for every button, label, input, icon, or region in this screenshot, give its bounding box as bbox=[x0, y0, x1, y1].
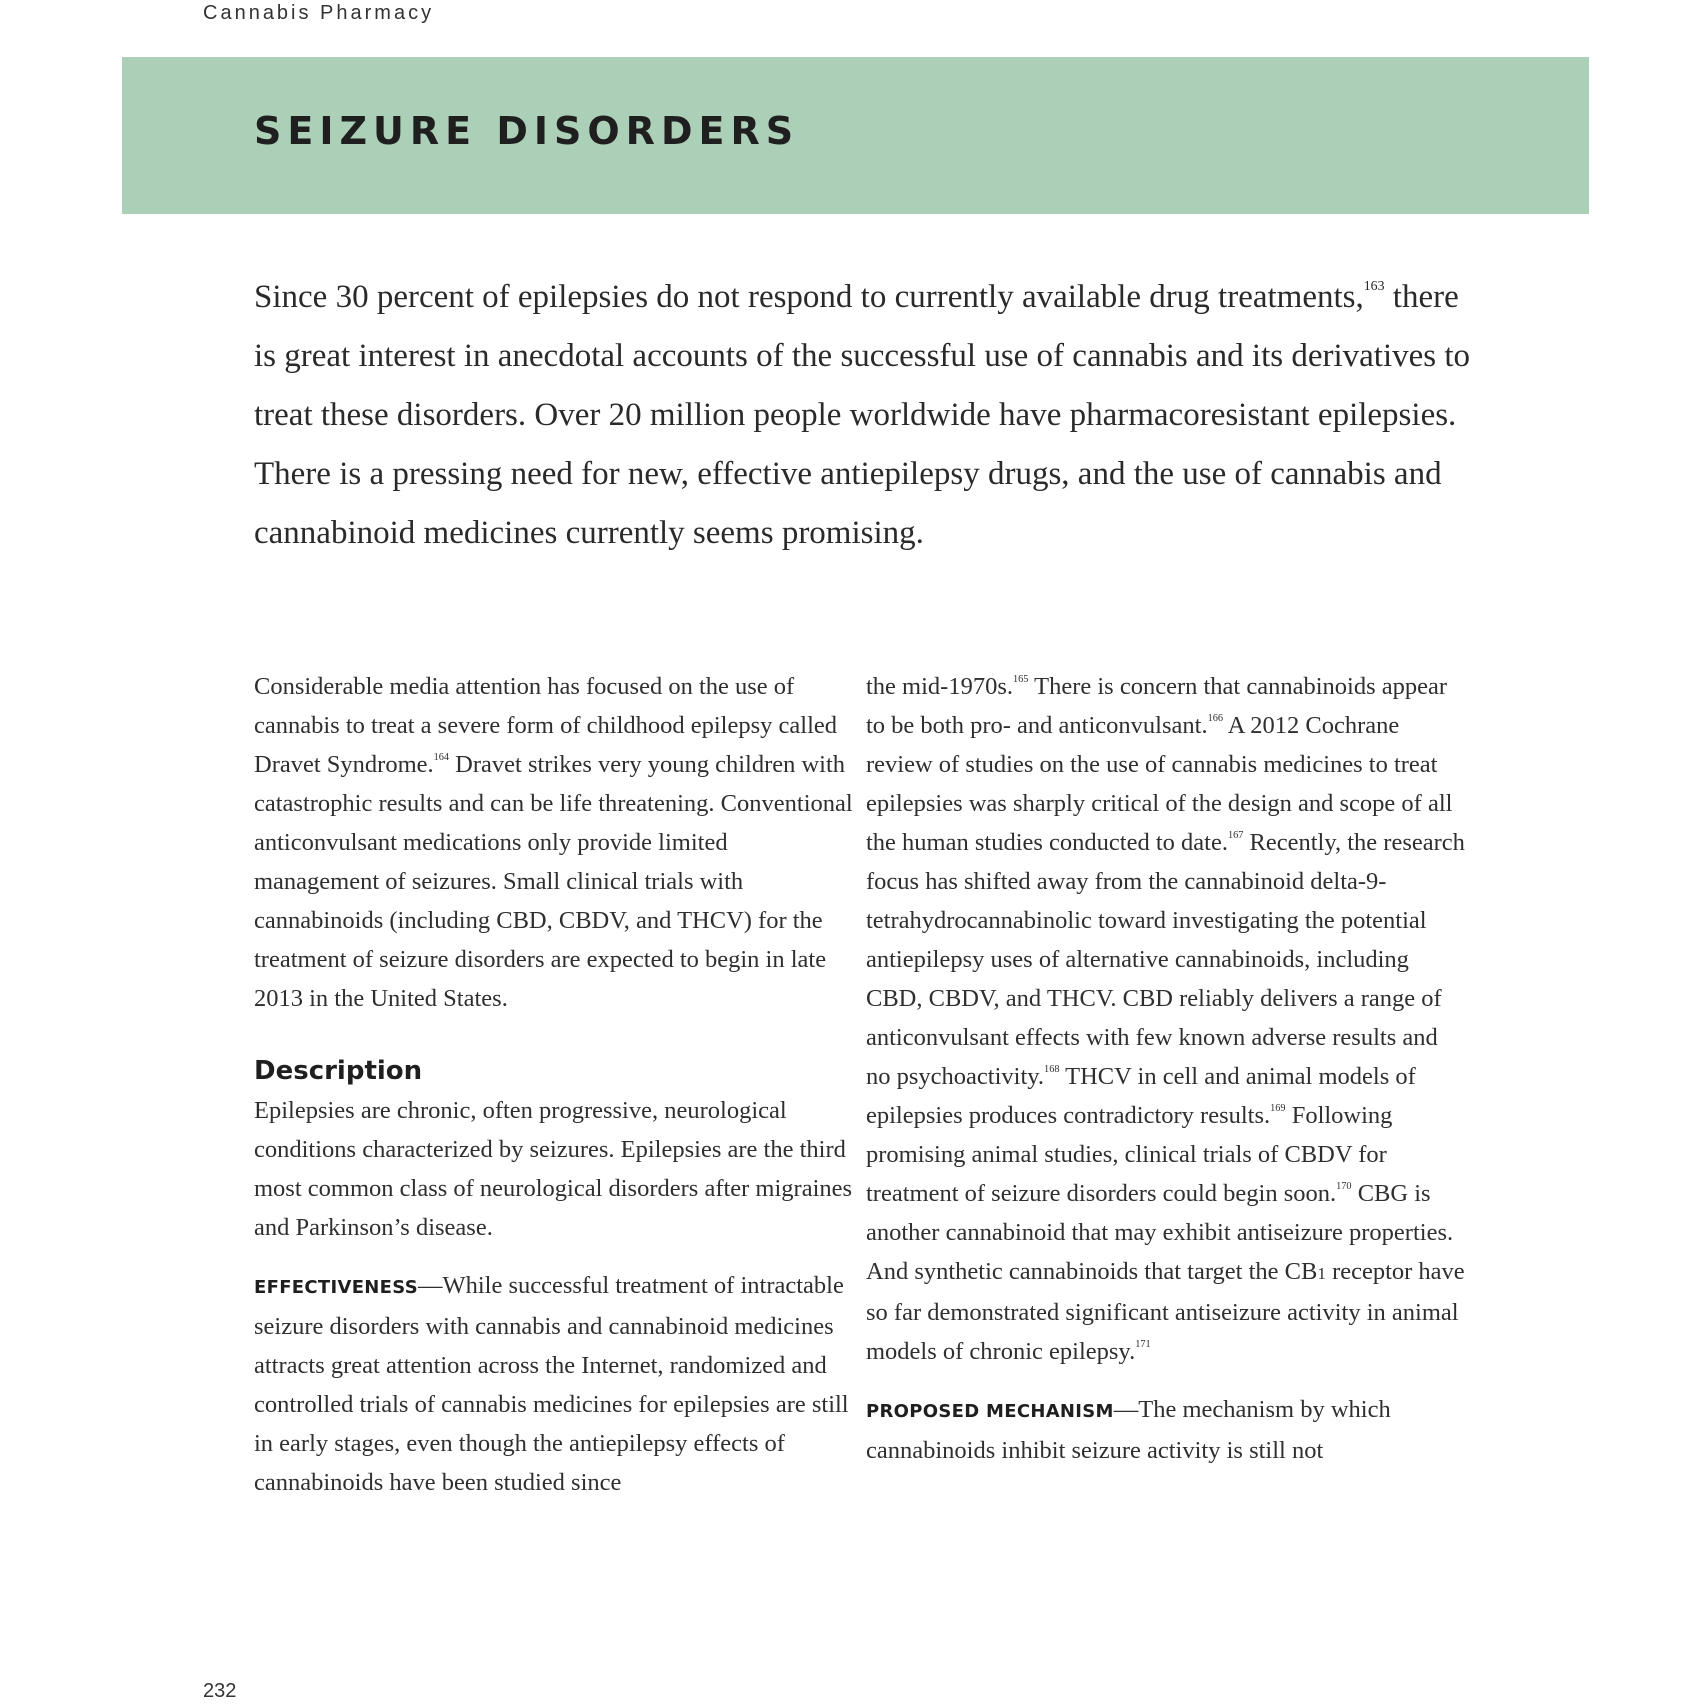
chapter-banner bbox=[122, 57, 1589, 214]
body-text: THCV in cell and animal models of epilepsies produces contradictory results. bbox=[866, 1063, 1416, 1129]
page-number: 232 bbox=[203, 1680, 237, 1702]
footnote-ref: 163 bbox=[1363, 278, 1385, 294]
chapter-title: SEIZURE DISORDERS bbox=[254, 109, 800, 153]
mechanism-label: PROPOSED MECHANISM bbox=[866, 1401, 1114, 1422]
body-text: Following promising animal studies, clinical trials of CBDV for treatment of seizure disorders could begin soon. bbox=[866, 1102, 1393, 1207]
intro-text: Since 30 percent of epilepsies do not respond to currently available drug treatments, bbox=[254, 279, 1364, 315]
left-column bbox=[254, 667, 854, 1502]
footnote-ref: 164 bbox=[433, 751, 450, 763]
running-head: Cannabis Pharmacy bbox=[203, 2, 435, 24]
body-text: Dravet strikes very young children with catastrophic results and can be life threatening. Conventional anticonvulsant medications only provide limited management of seizures. Small clinical trials with cannabinoids (including CBD, CBDV, and THCV) for the treatment of seizure disorders are expected to begin in late 2013 in the United States. bbox=[254, 751, 853, 1012]
body-text: A 2012 Cochrane review of studies on the use of cannabis medicines to treat epilepsies was sharply critical of the design and scope of all the human studies conducted to date. bbox=[866, 712, 1453, 856]
effectiveness-label: EFFECTIVENESS bbox=[254, 1277, 418, 1298]
footnote-ref: 165 bbox=[1013, 673, 1029, 685]
footnote-ref: 167 bbox=[1227, 829, 1244, 841]
footnote-ref: 169 bbox=[1270, 1102, 1286, 1114]
effectiveness-paragraph bbox=[254, 1266, 854, 1502]
intro-text: there is great interest in anecdotal accounts of the successful use of cannabis and its derivatives to treat these disorders. Over 20 million people worldwide have pharmacoresistant epilepsies. There is a pressing need for new, effective antiepilepsy drugs, and the use of cannabis and cannabinoid medicines currently seems promising. bbox=[254, 279, 1471, 551]
description-paragraph: Epilepsies are chronic, often progressive, neurological conditions characterized by seizures. Epilepsies are the third most common class of neurological disorders after migraines and Parkinson’s disease. bbox=[254, 1097, 853, 1241]
footnote-ref: 171 bbox=[1135, 1338, 1151, 1350]
intro-paragraph bbox=[254, 268, 1474, 563]
body-paragraph bbox=[254, 667, 854, 1018]
section-heading-description: Description bbox=[254, 1056, 423, 1086]
body-paragraph bbox=[866, 667, 1466, 1371]
footnote-ref: 168 bbox=[1044, 1063, 1060, 1075]
effectiveness-text: —While successful treatment of intractable seizure disorders with cannabis and cannabinoid medicines attracts great attention across the Internet, randomized and controlled trials of cannabis medicines for epilepsies are still in early stages, even though the antiepilepsy effects of cannabinoids have been studied since bbox=[254, 1272, 849, 1496]
body-text: CBG is another cannabinoid that may exhibit antiseizure properties. And synthetic cannabinoids that target the CB bbox=[866, 1180, 1454, 1285]
mechanism-text: —The mechanism by which cannabinoids inhibit seizure activity is still not bbox=[866, 1396, 1391, 1464]
footnote-ref: 170 bbox=[1336, 1180, 1352, 1192]
footnote-ref: 166 bbox=[1207, 712, 1223, 724]
body-text: receptor have so far demonstrated significant antiseizure activity in animal models of chronic epilepsy. bbox=[866, 1258, 1465, 1365]
body-text: Recently, the research focus has shifted away from the cannabinoid delta-9-tetrahydrocannabinolic toward investigating the potential antiepilepsy uses of alternative cannabinoids, including CBD, CBDV, and THCV. CBD reliably delivers a range of anticonvulsant effects with few known adverse results and no psychoactivity. bbox=[866, 829, 1465, 1090]
body-text: the mid-1970s. bbox=[866, 673, 1013, 700]
body-text: Considerable media attention has focused on the use of cannabis to treat a severe form of childhood epilepsy called Dravet Syndrome. bbox=[254, 673, 838, 778]
subscript: 1 bbox=[1317, 1264, 1326, 1283]
right-column bbox=[866, 667, 1466, 1470]
mechanism-paragraph bbox=[866, 1390, 1466, 1470]
body-text: There is concern that cannabinoids appear to be both pro- and anticonvulsant. bbox=[866, 673, 1448, 739]
